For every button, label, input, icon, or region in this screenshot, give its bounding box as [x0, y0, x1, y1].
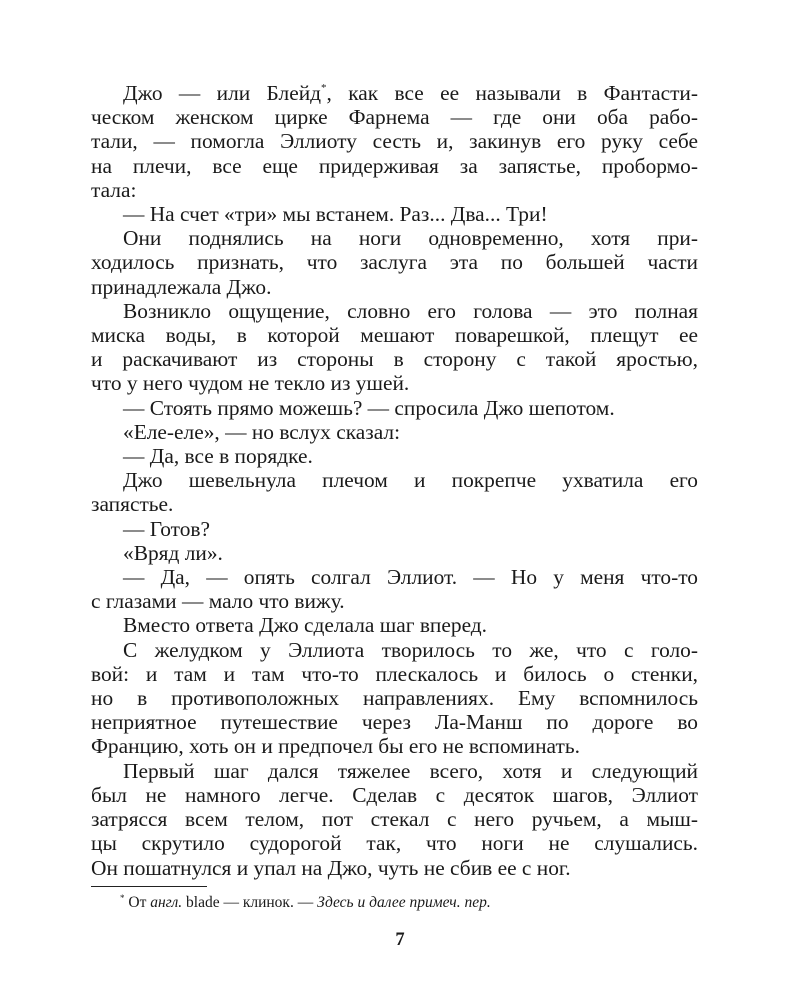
text-line: что у него чудом не текло из ушей.	[91, 371, 410, 396]
text-line: на плечи, все еще придерживая за запястье, пробормо-	[91, 153, 698, 178]
text-line: — Да, — опять солгал Эллиот. — Но у меня что-то	[123, 565, 698, 590]
footnote	[120, 893, 491, 913]
text-line: — Да, все в порядке.	[123, 444, 313, 469]
text-line: принадлежала Джо.	[91, 274, 272, 299]
footnote-text: blade — клинок. —	[186, 894, 314, 911]
text-line: Джо шевельнула плечом и покрепче ухватила его	[123, 468, 698, 493]
footnote-note: Здесь и далее примеч. пер.	[317, 894, 491, 911]
footnote-divider	[91, 886, 207, 887]
paragraph	[91, 396, 698, 420]
paragraph	[91, 202, 698, 226]
text-line: — На счет «три» мы встанем. Раз... Два... Три!	[123, 202, 548, 227]
text-line: Вместо ответа Джо сделала шаг вперед.	[123, 613, 488, 638]
paragraph	[91, 468, 698, 516]
text-line: ходилось признать, что заслуга эта по большей части	[91, 250, 698, 275]
paragraph	[91, 444, 698, 468]
text-line: запястье.	[91, 492, 174, 517]
page-number: 7	[395, 930, 405, 950]
text-line: «Еле-еле», — но вслух сказал:	[123, 419, 401, 444]
text-line: и раскачивают из стороны в сторону с такой яростью,	[91, 347, 698, 372]
text-line: Они поднялись на ноги одновременно, хотя при-	[123, 226, 698, 251]
paragraph	[91, 299, 698, 396]
text-line: Первый шаг дался тяжелее всего, хотя и следующий	[123, 758, 698, 783]
footnote-lang-abbr: англ.	[150, 894, 183, 911]
text-line: С желудком у Эллиота творилось то же, что с голо-	[123, 637, 698, 662]
footnote-reference-marker: *	[321, 82, 327, 94]
paragraph	[91, 226, 698, 299]
text-line: неприятное путешествие через Ла-Манш по дороге во	[91, 710, 698, 735]
paragraph	[91, 565, 698, 613]
text-line: цы скрутило судорогой так, что ноги не слушались.	[91, 831, 698, 856]
footnote-marker: *	[120, 893, 125, 903]
footnote-prefix: От	[128, 894, 147, 911]
text-line: — Готов?	[123, 516, 210, 541]
text-line: был не намного легче. Сделав с десяток шагов, Эллиот	[91, 782, 698, 807]
text-line: вой: и там и там что-то плескалось и билось о стенки,	[91, 661, 698, 686]
text-line: затрясся всем телом, пот стекал с него ручьем, а мыш-	[91, 807, 698, 832]
paragraph	[91, 517, 698, 541]
paragraph	[91, 759, 698, 880]
text-line: Возникло ощущение, словно его голова — это полная	[123, 298, 698, 323]
paragraph	[91, 613, 698, 637]
text-line: тали, — помогла Эллиоту сесть и, закинув его руку себе	[91, 129, 698, 154]
book-page-body	[91, 81, 698, 880]
paragraph	[91, 541, 698, 565]
text-line: но в противоположных направлениях. Ему вспомнилось	[91, 686, 698, 711]
text-line: — Стоять прямо можешь? — спросила Джо шепотом.	[123, 395, 615, 420]
paragraph	[91, 420, 698, 444]
text-line: Джо — или Блейд*, как все ее называли в Фантасти-	[123, 81, 698, 105]
text-line: миска воды, в которой мешают поварешкой, плещут ее	[91, 323, 698, 348]
text-line: тала:	[91, 177, 137, 202]
text-line: Францию, хоть он и предпочел бы его не вспоминать.	[91, 734, 580, 759]
text-line: Он пошатнулся и упал на Джо, чуть не сбив ее с ног.	[91, 855, 571, 880]
paragraph	[91, 81, 698, 202]
text-line: «Вряд ли».	[123, 540, 223, 565]
paragraph	[91, 638, 698, 759]
text-line: с глазами — мало что вижу.	[91, 589, 345, 614]
text-line: ческом женском цирке Фарнема — где они оба рабо-	[91, 105, 698, 130]
